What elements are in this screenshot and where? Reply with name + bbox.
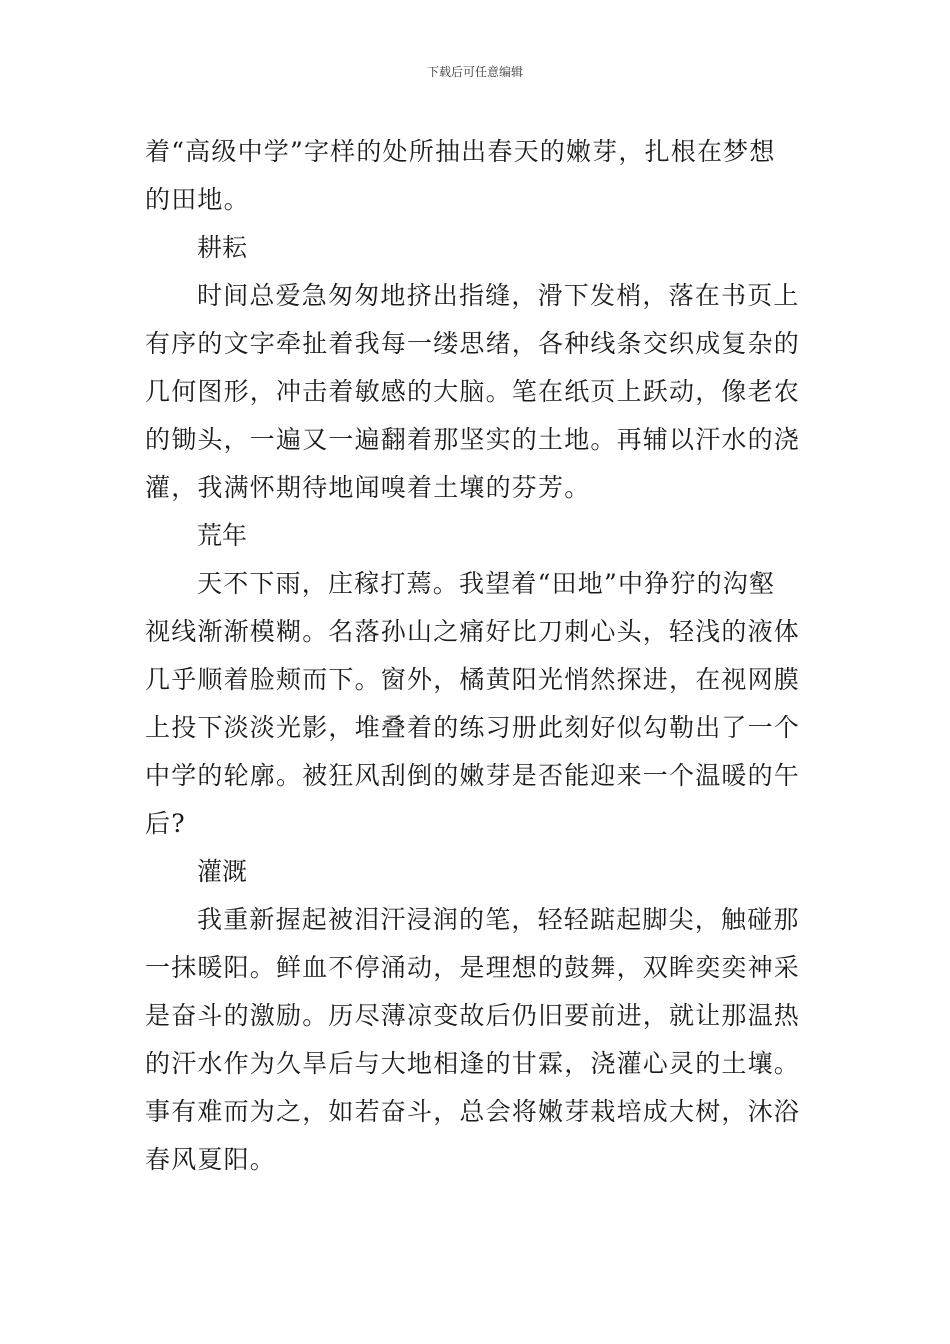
text-line: 有序的文字牵扯着我每一缕思绪，各种线条交织成复杂的 [145, 329, 801, 358]
text-line: 的锄头，一遍又一遍翻着那坚实的土地。再辅以汗水的浇 [145, 425, 801, 454]
text-line: 几何图形，冲击着敏感的大脑。笔在纸页上跃动，像老农 [145, 377, 801, 406]
text-line: 时间总爱急匆匆地挤出指缝，滑下发梢，落在书页上 [197, 281, 800, 310]
paragraph-guangai [145, 896, 807, 1184]
text-line: 天不下雨，庄稼打蔫。我望着“田地”中狰狞的沟壑 [197, 569, 776, 598]
text-line: 我重新握起被泪汗浸润的笔，轻轻踮起脚尖，触碰那 [197, 905, 800, 934]
text-line: 几乎顺着脸颊而下。窗外，橘黄阳光悄然探进，在视网膜 [145, 665, 801, 694]
paragraph-intro [145, 128, 807, 224]
paragraph-gengyun [145, 272, 807, 512]
text-line: 事有难而为之，如若奋斗，总会将嫩芽栽培成大树，沐浴 [145, 1097, 801, 1126]
text-line: 上投下淡淡光影，堆叠着的练习册此刻好似勾勒出了一个 [145, 713, 801, 742]
text-line: 是奋斗的激励。历尽薄凉变故后仍旧要前进，就让那温热 [145, 1001, 801, 1030]
section-heading-guangai: 灌溉 [197, 857, 248, 886]
page-header-note: 下载后可任意编辑 [426, 65, 523, 79]
text-line: 一抹暖阳。鲜血不停涌动，是理想的鼓舞，双眸奕奕神采 [145, 953, 801, 982]
text-line: 中学的轮廓。被狂风刮倒的嫩芽是否能迎来一个温暖的午 [145, 761, 801, 790]
text-line: 视线渐渐模糊。名落孙山之痛好比刀刺心头，轻浅的液体 [145, 617, 801, 646]
text-line: 灌，我满怀期待地闻嗅着土壤的芬芳。 [145, 473, 591, 502]
document-body [145, 128, 807, 1184]
section-heading-gengyun: 耕耘 [197, 233, 248, 262]
text-line: 春风夏阳。 [145, 1145, 277, 1174]
section-heading-huangnian: 荒年 [197, 521, 248, 550]
paragraph-huangnian [145, 560, 807, 848]
text-line: 着“高级中学”字样的处所抽出春天的嫩芽，扎根在梦想 [145, 137, 776, 166]
text-line: 后? [145, 809, 186, 838]
text-line: 的汗水作为久旱后与大地相逢的甘霖，浇灌心灵的土壤。 [145, 1049, 801, 1078]
text-line: 的田地。 [145, 185, 250, 214]
